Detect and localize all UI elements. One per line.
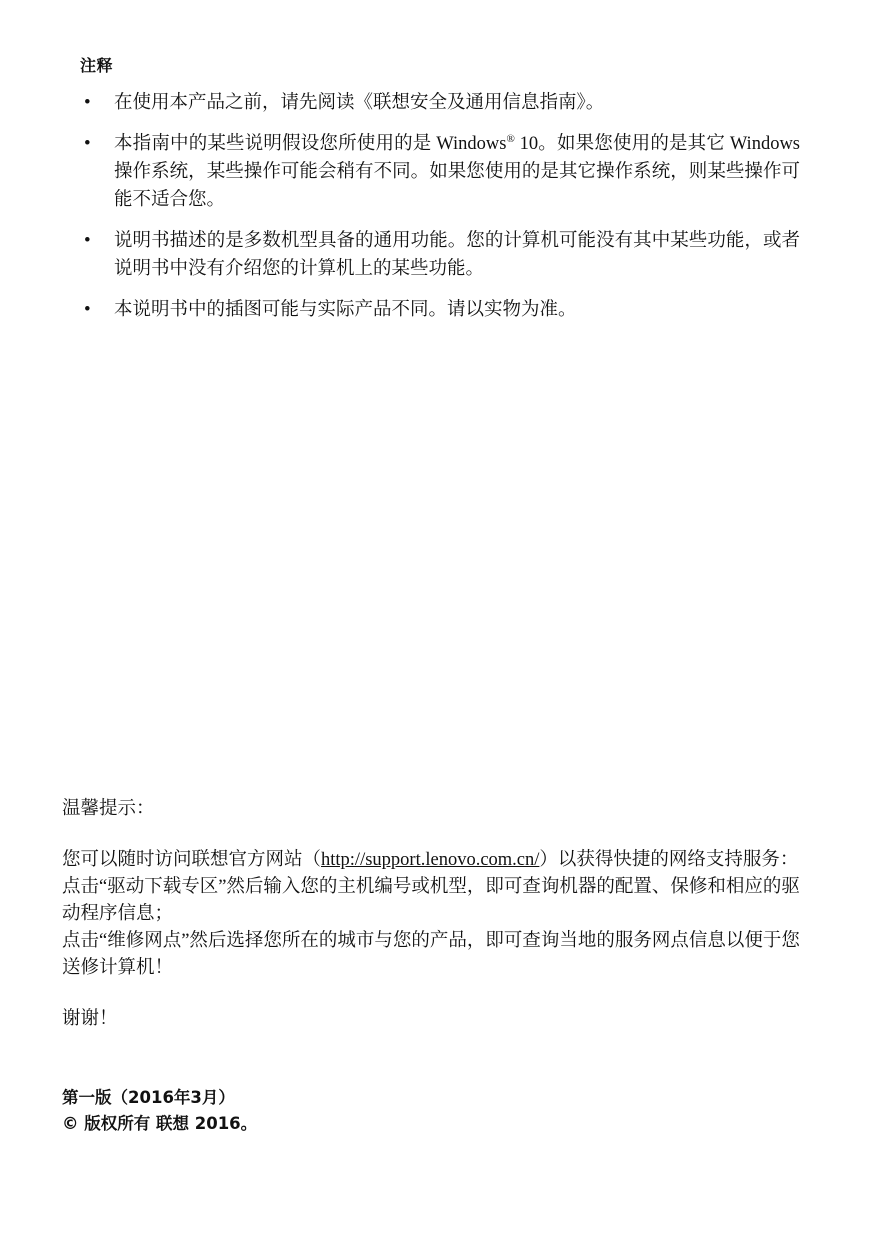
copyright-icon: © <box>62 1114 79 1133</box>
note-item <box>80 89 800 117</box>
notes-title: 注释 <box>80 56 114 75</box>
copyright-text: 版权所有 联想 2016。 <box>78 1114 258 1133</box>
tips-paragraph-prefix: 您可以随时访问联想官方网站（ <box>62 850 322 870</box>
note-text: 本说明书中的插图可能与实际产品不同。请以实物为准。 <box>114 300 577 320</box>
registered-mark: ® <box>506 132 515 145</box>
note-item <box>80 296 800 324</box>
support-website-link[interactable]: http://support.lenovo.com.cn/ <box>321 850 540 870</box>
tips-section <box>62 795 802 1033</box>
tips-heading: 温馨提示： <box>62 799 155 819</box>
note-text-after-sup: 10。如果您使用的是其它 Windows 操作系统，某些操作可能会稍有不同。如果您使用的是其它操作系统，则某些操作可能不适合您。 <box>114 134 801 210</box>
notes-section <box>80 55 800 337</box>
note-text: 说明书描述的是多数机型具备的通用功能。您的计算机可能没有其中某些功能，或者说明书中没有介绍您的计算机上的某些功能。 <box>114 231 800 279</box>
bullet-icon: • <box>84 230 91 251</box>
edition-section <box>62 1085 802 1137</box>
bullet-icon: • <box>84 92 91 113</box>
bullet-icon: • <box>84 299 91 320</box>
note-text-before-sup: 本指南中的某些说明假设您所使用的是 Windows <box>114 134 507 154</box>
edition-line: 第一版（2016年3月） <box>62 1088 235 1107</box>
tips-line-driver-download: 点击“驱动下载专区”然后输入您的主机编号或机型，即可查询机器的配置、保修和相应的驱动程序信息； <box>62 877 800 924</box>
note-item <box>80 130 800 214</box>
copyright-line <box>62 1111 802 1137</box>
note-item <box>80 227 800 283</box>
tips-paragraph <box>62 847 802 874</box>
note-text: 在使用本产品之前，请先阅读《联想安全及通用信息指南》。 <box>114 93 605 113</box>
bullet-icon: • <box>84 133 91 154</box>
note-text <box>114 130 800 214</box>
tips-thanks: 谢谢！ <box>62 1009 118 1029</box>
tips-line-service-center: 点击“维修网点”然后选择您所在的城市与您的产品，即可查询当地的服务网点信息以便于您送修计算机！ <box>62 931 800 978</box>
tips-paragraph-suffix: ）以获得快捷的网络支持服务： <box>539 850 799 870</box>
